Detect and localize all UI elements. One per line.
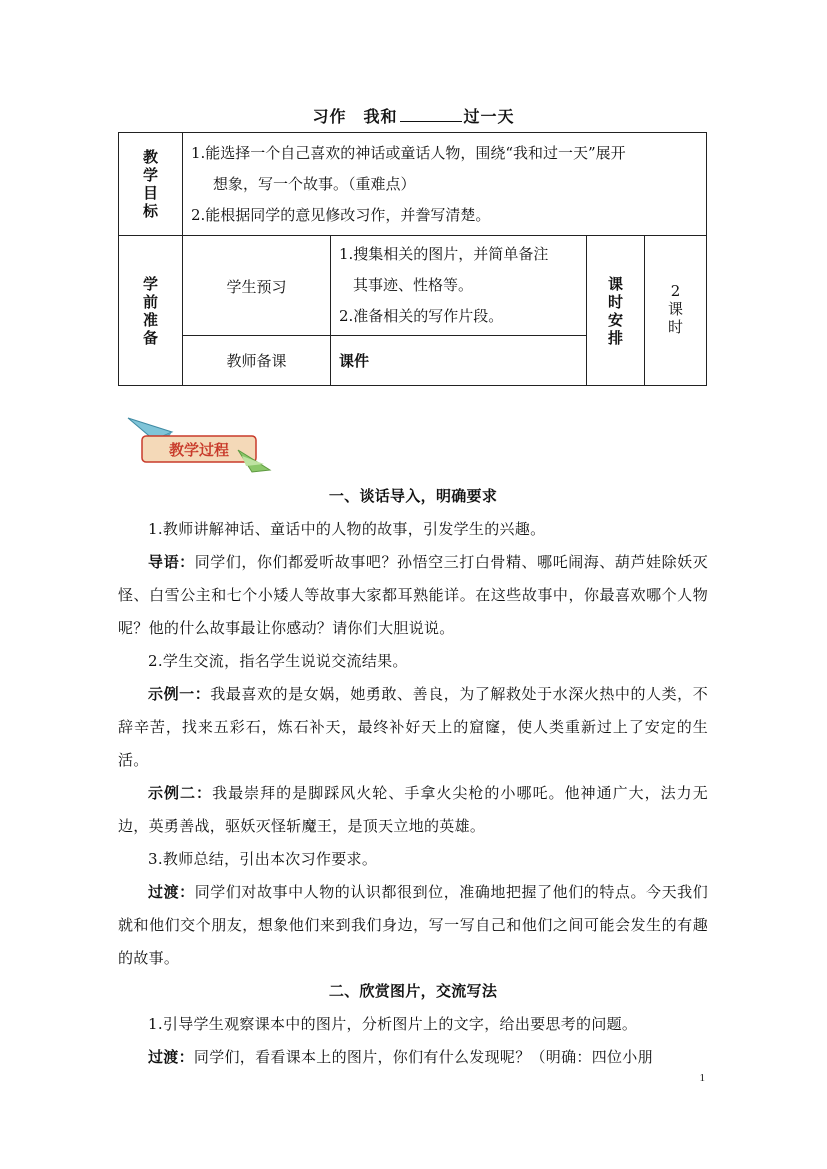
p2-label: 导语： (148, 553, 195, 571)
p7-text: 同学们对故事中人物的认识都很到位，准确地把握了他们的特点。今天我们就和他们交个朋友，想象他们来到我们身边，写一写自己和他们之间可能会发生的有趣的故事。 (118, 883, 709, 967)
student-prep-row (119, 236, 707, 336)
lesson-body (118, 480, 708, 1074)
student-prep-items (331, 236, 587, 336)
paragraph-5 (118, 777, 708, 843)
title-suffix: 过一天 (463, 107, 515, 126)
banner-label: 教学过程 (168, 441, 230, 459)
paragraph-3: 2.学生交流，指名学生说说交流结果。 (148, 652, 408, 670)
teacher-prep-label: 教师备课 (183, 336, 331, 386)
paragraph-9 (118, 1041, 708, 1074)
student-item-1-line-2: 其事迹、性格等。 (353, 276, 474, 294)
goal-1-line-1: 1.能选择一个自己喜欢的神话或童话人物，围绕“我和过一天”展开 (191, 144, 626, 162)
paragraph-8: 1.引导学生观察课本中的图片，分析图片上的文字，给出要思考的问题。 (148, 1015, 638, 1033)
teacher-prep-value: 课件 (331, 336, 587, 386)
paragraph-6: 3.教师总结，引出本次习作要求。 (148, 850, 378, 868)
title-prefix: 习作 我和 (312, 107, 398, 126)
page-number: 1 (699, 1072, 705, 1084)
p9-text: 同学们，看看课本上的图片，你们有什么发现呢？（明确：四位小朋 (193, 1048, 653, 1066)
paragraph-7 (118, 876, 708, 975)
paragraph-1: 1.教师讲解神话、童话中的人物的故事，引发学生的兴趣。 (148, 520, 546, 538)
section-2-heading: 二、欣赏图片，交流写法 (328, 982, 498, 1000)
schedule-header: 课 时 安 排 (587, 236, 645, 386)
prep-header: 学 前 准 备 (119, 236, 183, 386)
title-blank (400, 107, 462, 122)
p9-label: 过渡： (148, 1048, 194, 1066)
section-1-heading: 一、谈话导入，明确要求 (328, 487, 498, 505)
student-item-2: 2.准备相关的写作片段。 (339, 307, 504, 325)
p4-text: 我最喜欢的是女娲，她勇敢、善良，为了解救处于水深火热中的人类，不辞辛苦，找来五彩石，炼石补天，最终补好天上的窟窿，使人类重新过上了安定的生活。 (118, 685, 709, 769)
student-item-1-line-1: 1.搜集相关的图片，并简单备注 (339, 245, 549, 263)
p4-label: 示例一： (148, 685, 211, 703)
p7-label: 过渡： (148, 883, 195, 901)
goal-2: 2.能根据同学的意见修改习作，并誊写清楚。 (191, 206, 491, 224)
p2-text: 同学们，你们都爱听故事吧？孙悟空三打白骨精、哪吒闹海、葫芦娃除妖灭怪、白雪公主和七个小矮人等故事大家都耳熟能详。在这些故事中，你最喜欢哪个人物呢？他的什么故事最让你感动？请你们大胆说说。 (118, 553, 709, 637)
lesson-title (0, 104, 827, 127)
lesson-plan-table (118, 132, 707, 386)
goals-row (119, 133, 707, 236)
goal-1-line-2: 想象，写一个故事。（重难点） (213, 175, 416, 193)
goals-content (183, 133, 707, 236)
paragraph-2 (118, 546, 708, 645)
p5-label: 示例二： (148, 784, 213, 802)
paragraph-4 (118, 678, 708, 777)
p5-text: 我最崇拜的是脚踩风火轮、手拿火尖枪的小哪吒。他神通广大，法力无边，英勇善战，驱妖灭怪斩魔王，是顶天立地的英雄。 (118, 784, 709, 835)
schedule-value: 2 课 时 (645, 236, 707, 386)
goals-header: 教 学 目 标 (119, 133, 183, 236)
teaching-process-banner (124, 412, 274, 474)
student-prep-label: 学生预习 (183, 236, 331, 336)
